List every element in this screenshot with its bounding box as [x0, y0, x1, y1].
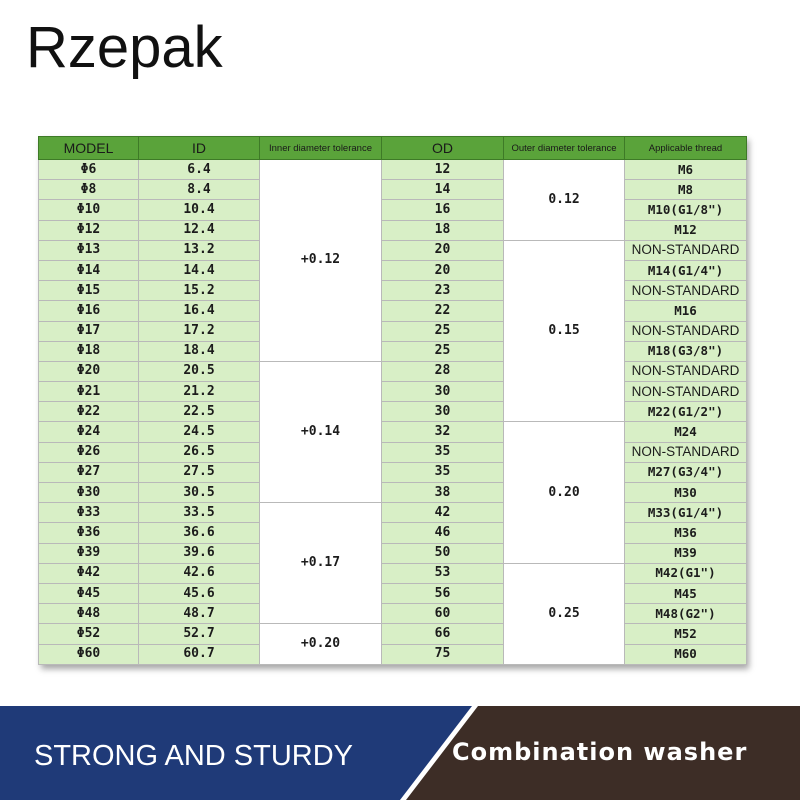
- header-id: ID: [139, 137, 260, 160]
- table-row: [39, 503, 747, 523]
- cell-od: 30: [382, 402, 504, 422]
- cell-id: 12.4: [139, 220, 260, 240]
- cell-model: Φ27: [39, 462, 139, 482]
- cell-id: 18.4: [139, 341, 260, 361]
- cell-id: 60.7: [139, 644, 260, 664]
- cell-thread: M8: [625, 180, 747, 200]
- cell-model: Φ21: [39, 382, 139, 402]
- cell-id: 52.7: [139, 624, 260, 644]
- cell-id: 27.5: [139, 462, 260, 482]
- cell-model: Φ45: [39, 583, 139, 603]
- cell-thread: M60: [625, 644, 747, 664]
- spec-table: [38, 136, 747, 665]
- cell-model: Φ6: [39, 160, 139, 180]
- cell-model: Φ48: [39, 604, 139, 624]
- table-row: [39, 462, 747, 482]
- cell-od: 35: [382, 462, 504, 482]
- cell-outer-tolerance: 0.12: [504, 160, 625, 241]
- cell-outer-tolerance: 0.15: [504, 240, 625, 422]
- table-row: [39, 341, 747, 361]
- cell-id: 8.4: [139, 180, 260, 200]
- cell-id: 14.4: [139, 260, 260, 280]
- cell-model: Φ8: [39, 180, 139, 200]
- cell-id: 6.4: [139, 160, 260, 180]
- cell-od: 14: [382, 180, 504, 200]
- spec-table-container: [38, 136, 746, 665]
- table-row: [39, 543, 747, 563]
- cell-od: 20: [382, 240, 504, 260]
- table-row: [39, 382, 747, 402]
- table-row: [39, 422, 747, 442]
- cell-thread: NON-STANDARD: [625, 382, 747, 402]
- table-row: [39, 361, 747, 381]
- header-outer-tolerance: Outer diameter tolerance: [504, 137, 625, 160]
- cell-inner-tolerance: +0.17: [260, 503, 382, 624]
- cell-od: 25: [382, 341, 504, 361]
- cell-id: 30.5: [139, 483, 260, 503]
- cell-inner-tolerance: +0.20: [260, 624, 382, 664]
- cell-outer-tolerance: 0.25: [504, 563, 625, 664]
- cell-thread: M10(G1/8"): [625, 200, 747, 220]
- cell-thread: M27(G3/4"): [625, 462, 747, 482]
- cell-model: Φ30: [39, 483, 139, 503]
- cell-id: 20.5: [139, 361, 260, 381]
- cell-od: 53: [382, 563, 504, 583]
- cell-id: 42.6: [139, 563, 260, 583]
- cell-thread: NON-STANDARD: [625, 240, 747, 260]
- table-row: [39, 321, 747, 341]
- cell-thread: M14(G1/4"): [625, 260, 747, 280]
- table-row: [39, 644, 747, 664]
- cell-model: Φ12: [39, 220, 139, 240]
- cell-thread: NON-STANDARD: [625, 281, 747, 301]
- cell-thread: M30: [625, 483, 747, 503]
- table-row: [39, 583, 747, 603]
- cell-od: 20: [382, 260, 504, 280]
- cell-thread: M18(G3/8"): [625, 341, 747, 361]
- cell-id: 16.4: [139, 301, 260, 321]
- cell-model: Φ36: [39, 523, 139, 543]
- cell-thread: M52: [625, 624, 747, 644]
- cell-model: Φ10: [39, 200, 139, 220]
- cell-id: 21.2: [139, 382, 260, 402]
- cell-thread: NON-STANDARD: [625, 442, 747, 462]
- cell-thread: M48(G2"): [625, 604, 747, 624]
- cell-id: 13.2: [139, 240, 260, 260]
- cell-od: 22: [382, 301, 504, 321]
- cell-od: 25: [382, 321, 504, 341]
- cell-id: 24.5: [139, 422, 260, 442]
- table-row: [39, 563, 747, 583]
- cell-model: Φ13: [39, 240, 139, 260]
- cell-model: Φ26: [39, 442, 139, 462]
- cell-od: 56: [382, 583, 504, 603]
- cell-od: 30: [382, 382, 504, 402]
- brand-title: Rzepak: [26, 15, 223, 80]
- table-header-row: [39, 137, 747, 160]
- table-row: [39, 624, 747, 644]
- cell-id: 26.5: [139, 442, 260, 462]
- cell-model: Φ33: [39, 503, 139, 523]
- cell-id: 10.4: [139, 200, 260, 220]
- cell-inner-tolerance: +0.12: [260, 160, 382, 362]
- cell-model: Φ24: [39, 422, 139, 442]
- cell-thread: M22(G1/2"): [625, 402, 747, 422]
- cell-od: 75: [382, 644, 504, 664]
- table-row: [39, 604, 747, 624]
- cell-thread: M16: [625, 301, 747, 321]
- cell-od: 38: [382, 483, 504, 503]
- table-row: [39, 483, 747, 503]
- cell-od: 18: [382, 220, 504, 240]
- cell-thread: NON-STANDARD: [625, 361, 747, 381]
- cell-thread: M6: [625, 160, 747, 180]
- cell-id: 48.7: [139, 604, 260, 624]
- cell-thread: M12: [625, 220, 747, 240]
- cell-id: 39.6: [139, 543, 260, 563]
- cell-id: 22.5: [139, 402, 260, 422]
- cell-thread: M42(G1"): [625, 563, 747, 583]
- cell-od: 42: [382, 503, 504, 523]
- cell-model: Φ39: [39, 543, 139, 563]
- cell-model: Φ52: [39, 624, 139, 644]
- cell-od: 46: [382, 523, 504, 543]
- cell-model: Φ17: [39, 321, 139, 341]
- cell-model: Φ18: [39, 341, 139, 361]
- banner-left-text: STRONG AND STURDY: [34, 740, 354, 772]
- cell-od: 50: [382, 543, 504, 563]
- table-row: [39, 442, 747, 462]
- header-od: OD: [382, 137, 504, 160]
- cell-id: 45.6: [139, 583, 260, 603]
- cell-od: 66: [382, 624, 504, 644]
- cell-od: 32: [382, 422, 504, 442]
- cell-model: Φ60: [39, 644, 139, 664]
- cell-id: 36.6: [139, 523, 260, 543]
- cell-thread: M45: [625, 583, 747, 603]
- cell-id: 33.5: [139, 503, 260, 523]
- table-row: [39, 523, 747, 543]
- cell-thread: NON-STANDARD: [625, 321, 747, 341]
- cell-od: 23: [382, 281, 504, 301]
- cell-model: Φ15: [39, 281, 139, 301]
- header-model: MODEL: [39, 137, 139, 160]
- cell-thread: M36: [625, 523, 747, 543]
- banner-right-text: Combination washer: [452, 738, 748, 766]
- table-row: [39, 402, 747, 422]
- header-thread: Applicable thread: [625, 137, 747, 160]
- cell-model: Φ42: [39, 563, 139, 583]
- cell-od: 12: [382, 160, 504, 180]
- cell-od: 60: [382, 604, 504, 624]
- cell-model: Φ22: [39, 402, 139, 422]
- table-row: [39, 240, 747, 260]
- cell-od: 28: [382, 361, 504, 381]
- cell-id: 17.2: [139, 321, 260, 341]
- cell-outer-tolerance: 0.20: [504, 422, 625, 563]
- cell-model: Φ20: [39, 361, 139, 381]
- table-row: [39, 220, 747, 240]
- cell-thread: M24: [625, 422, 747, 442]
- cell-thread: M33(G1/4"): [625, 503, 747, 523]
- table-row: [39, 160, 747, 180]
- header-inner-tolerance: Inner diameter tolerance: [260, 137, 382, 160]
- cell-model: Φ16: [39, 301, 139, 321]
- cell-thread: M39: [625, 543, 747, 563]
- cell-od: 16: [382, 200, 504, 220]
- cell-model: Φ14: [39, 260, 139, 280]
- cell-inner-tolerance: +0.14: [260, 361, 382, 502]
- cell-id: 15.2: [139, 281, 260, 301]
- cell-od: 35: [382, 442, 504, 462]
- table-row: [39, 301, 747, 321]
- table-row: [39, 180, 747, 200]
- table-row: [39, 281, 747, 301]
- table-row: [39, 200, 747, 220]
- table-row: [39, 260, 747, 280]
